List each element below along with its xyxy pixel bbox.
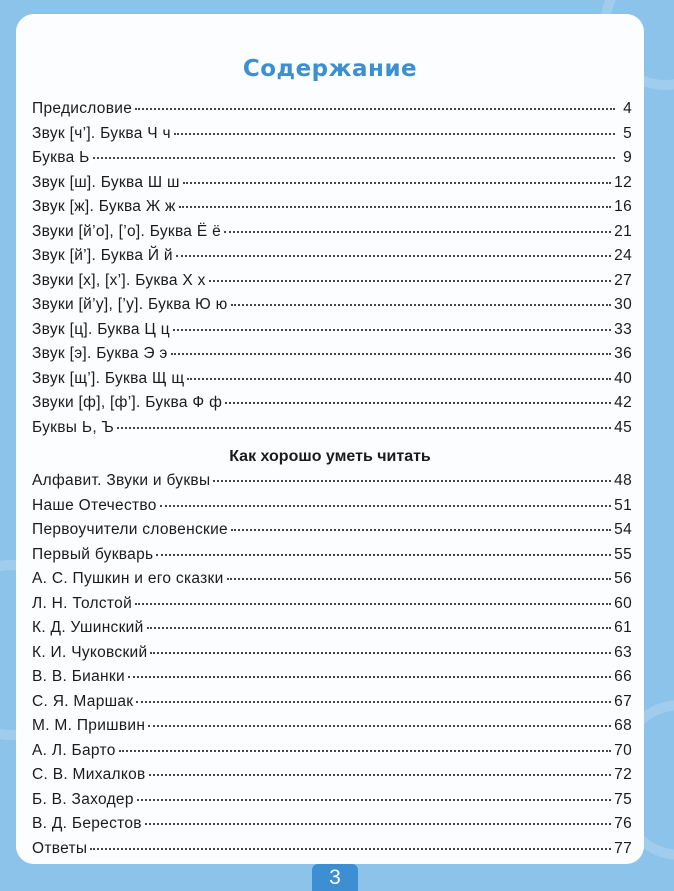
- toc-entry[interactable]: [32, 668, 632, 693]
- toc-entry[interactable]: [32, 394, 632, 419]
- toc-entry[interactable]: [32, 766, 632, 791]
- toc-entry-label: С. Я. Маршак: [32, 692, 134, 710]
- dot-leader: [93, 157, 615, 159]
- toc-entry-label: Л. Н. Толстой: [32, 594, 133, 612]
- toc-entry-label: Звуки [х], [х’]. Буква Х х: [32, 271, 206, 289]
- toc-entry-label: Буквы Ь, Ъ: [32, 418, 115, 436]
- toc-entry-label: Первый букварь: [32, 545, 154, 563]
- toc-entry-page: 30: [614, 296, 632, 313]
- toc-entry[interactable]: [32, 125, 632, 150]
- toc-entry-page: 36: [614, 345, 632, 362]
- toc-entry-page: 33: [614, 320, 632, 338]
- toc-section-list: [32, 472, 632, 864]
- toc-entry-page: 77: [614, 839, 632, 857]
- toc-entry[interactable]: [32, 247, 632, 272]
- toc-entry[interactable]: [32, 198, 632, 223]
- toc-entry[interactable]: [32, 570, 632, 595]
- toc-entry-page: 76: [614, 815, 632, 832]
- toc-entry-label: Звуки [ф], [ф’]. Буква Ф ф: [32, 394, 223, 411]
- toc-entry[interactable]: [32, 619, 632, 644]
- toc-main-list: [32, 100, 632, 443]
- toc-entry-label: Наше Отечество: [32, 496, 157, 514]
- toc-entry-label: К. Д. Ушинский: [32, 619, 144, 636]
- toc-entry[interactable]: [32, 693, 632, 718]
- toc-entry-label: Предисловие: [32, 100, 133, 117]
- toc-entry-page: 61: [614, 619, 632, 636]
- toc-entry[interactable]: [32, 345, 632, 370]
- dot-leader: [137, 799, 611, 801]
- dot-leader: [174, 133, 615, 135]
- dot-leader: [145, 823, 611, 825]
- toc-entry-label: К. И. Чуковский: [32, 643, 148, 661]
- toc-entry-page: 5: [623, 124, 632, 142]
- toc-entry[interactable]: [32, 595, 632, 620]
- dot-leader: [183, 182, 611, 184]
- toc-entry[interactable]: [32, 321, 632, 346]
- toc-entry-page: 55: [614, 545, 632, 563]
- toc-entry-page: 9: [623, 149, 632, 166]
- toc-entry[interactable]: [32, 370, 632, 395]
- dot-leader: [225, 402, 611, 404]
- toc-entry-page: 4: [623, 100, 632, 117]
- dot-leader: [227, 578, 612, 580]
- toc-entry-label: Первоучители словенские: [32, 521, 228, 538]
- toc-entry[interactable]: [32, 644, 632, 669]
- toc-entry-label: Звук [ж]. Буква Ж ж: [32, 198, 176, 215]
- toc-entry-page: 45: [614, 418, 632, 436]
- toc-entry-page: 68: [614, 717, 632, 734]
- dot-leader: [213, 480, 611, 482]
- toc-entry-page: 48: [614, 472, 632, 489]
- toc-entry-label: Звук [ч’]. Буква Ч ч: [32, 124, 171, 142]
- toc-entry-page: 75: [614, 790, 632, 808]
- dot-leader: [135, 108, 615, 110]
- dot-leader: [119, 750, 612, 752]
- dot-leader: [156, 554, 611, 556]
- toc-entry[interactable]: [32, 174, 632, 199]
- toc-entry[interactable]: [32, 272, 632, 297]
- toc-entry[interactable]: [32, 149, 632, 174]
- toc-entry-label: М. М. Пришвин: [32, 717, 146, 734]
- toc-entry[interactable]: [32, 815, 632, 840]
- dot-leader: [148, 725, 611, 727]
- toc-entry-label: Звук [ш]. Буква Ш ш: [32, 173, 180, 191]
- toc-entry-label: Алфавит. Звуки и буквы: [32, 472, 211, 489]
- toc-entry-page: 70: [614, 741, 632, 759]
- dot-leader: [173, 329, 611, 331]
- toc-entry-page: 51: [614, 496, 632, 514]
- toc-entry[interactable]: [32, 223, 632, 248]
- dot-leader: [149, 774, 612, 776]
- toc-entry[interactable]: [32, 717, 632, 742]
- dot-leader: [171, 353, 612, 355]
- toc-entry-page: 27: [614, 271, 632, 289]
- section-heading: Как хорошо уметь читать: [229, 448, 431, 465]
- toc-entry[interactable]: [32, 296, 632, 321]
- toc-entry[interactable]: [32, 100, 632, 125]
- toc-entry-label: В. Д. Берестов: [32, 815, 142, 832]
- toc-entry-label: А. Л. Барто: [32, 741, 116, 759]
- toc-entry-label: Звук [э]. Буква Э э: [32, 345, 168, 362]
- dot-leader: [90, 848, 611, 850]
- toc-entry-label: Звук [й’]. Буква Й й: [32, 247, 173, 264]
- toc-entry[interactable]: [32, 742, 632, 767]
- dot-leader: [209, 280, 611, 282]
- toc-entry-label: Звук [ц]. Буква Ц ц: [32, 320, 170, 338]
- toc-entry-label: Звуки [й’о], [’о]. Буква Ё ё: [32, 222, 222, 240]
- dot-leader: [179, 206, 611, 208]
- toc-entry-page: 54: [614, 521, 632, 538]
- toc-entry[interactable]: [32, 521, 632, 546]
- toc-entry-page: 16: [614, 198, 632, 215]
- toc-entry-label: В. В. Бианки: [32, 668, 125, 685]
- page-number: 3: [312, 864, 358, 891]
- dot-leader: [136, 701, 611, 703]
- toc-entry-label: С. В. Михалков: [32, 766, 146, 783]
- toc-entry-page: 21: [614, 222, 632, 240]
- dot-leader: [135, 603, 611, 605]
- dot-leader: [224, 231, 611, 233]
- toc-entry-page: 66: [614, 668, 632, 685]
- dot-leader: [231, 529, 611, 531]
- dot-leader: [187, 378, 611, 380]
- toc-entry-page: 72: [614, 766, 632, 783]
- dot-leader: [147, 627, 612, 629]
- toc-entry-label: Ответы: [32, 839, 88, 857]
- dot-leader: [160, 505, 611, 507]
- toc-entry[interactable]: [32, 472, 632, 497]
- page-title: Содержание: [242, 56, 418, 82]
- toc-entry-label: Б. В. Заходер: [32, 790, 134, 808]
- dot-leader: [128, 676, 611, 678]
- toc-entry-page: 42: [614, 394, 632, 411]
- dot-leader: [150, 652, 611, 654]
- toc-entry[interactable]: [32, 419, 632, 444]
- toc-entry-page: 24: [614, 247, 632, 264]
- dot-leader: [176, 255, 611, 257]
- dot-leader: [117, 427, 611, 429]
- toc-entry-page: 63: [614, 643, 632, 661]
- toc-entry-page: 40: [614, 369, 632, 387]
- toc-entry-page: 12: [614, 173, 632, 191]
- content-page: [16, 14, 644, 864]
- toc-entry-label: А. С. Пушкин и его сказки: [32, 570, 224, 587]
- toc-entry-page: 56: [614, 570, 632, 587]
- toc-entry-label: Звуки [й’у], [’у]. Буква Ю ю: [32, 296, 228, 313]
- toc-entry-page: 67: [614, 692, 632, 710]
- toc-entry[interactable]: [32, 497, 632, 522]
- toc-entry-label: Буква Ь: [32, 149, 90, 166]
- toc-entry[interactable]: [32, 791, 632, 816]
- toc-entry-page: 60: [614, 594, 632, 612]
- dot-leader: [231, 304, 612, 306]
- toc-entry-label: Звук [щ’]. Буква Щ щ: [32, 369, 185, 387]
- toc-entry[interactable]: [32, 546, 632, 571]
- toc-entry[interactable]: [32, 840, 632, 865]
